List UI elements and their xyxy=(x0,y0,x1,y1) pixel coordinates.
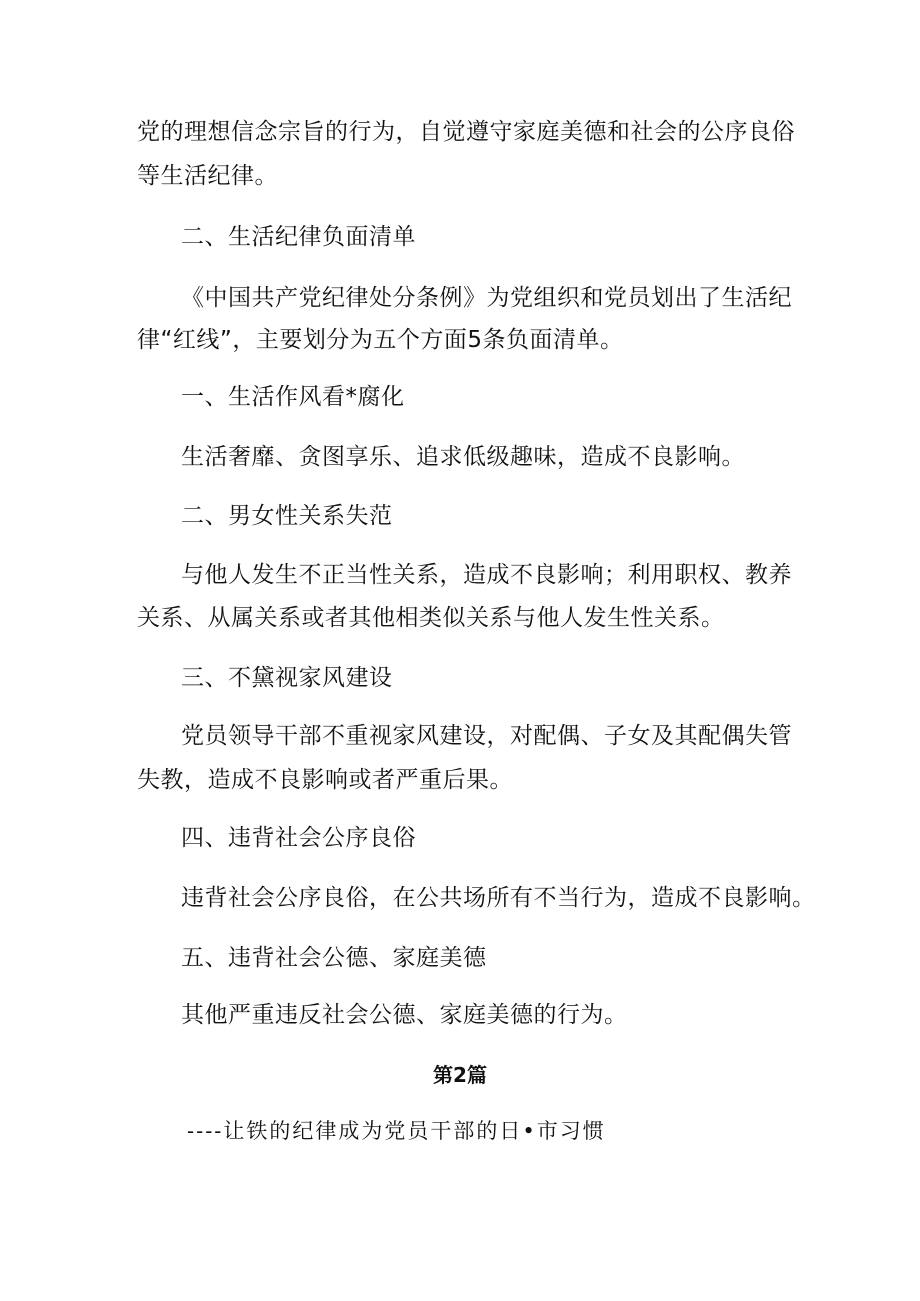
paragraph-line: 与他人发生不正当性关系，造成不良影响；利用职权、教养 xyxy=(181,562,792,588)
paragraph-line: 党员领导干部不重视家风建设，对配偶、子女及其配偶失管 xyxy=(181,723,792,749)
item-heading: 五、违背社会公德、家庭美德 xyxy=(181,945,487,971)
part-heading: 第2篇 xyxy=(433,1063,487,1087)
item-heading: 一、生活作风看*腐化 xyxy=(181,384,405,410)
paragraph-line: 党的理想信念宗旨的行为，自觉遵守家庭美德和社会的公序良俗 xyxy=(137,119,795,145)
paragraph-line: 失教，造成不良影响或者严重后果。 xyxy=(137,767,513,793)
paragraph-line: 《中国共产党纪律处分条例》为党组织和党员划出了生活纪 xyxy=(181,285,792,311)
section-heading: 二、生活纪律负面清单 xyxy=(181,224,416,250)
paragraph-line: 律“红线”，主要划分为五个方面5条负面清单。 xyxy=(137,327,624,353)
item-heading: 二、男女性关系失范 xyxy=(181,503,393,529)
paragraph-line: 等生活纪律。 xyxy=(137,163,278,189)
paragraph-line: 违背社会公序良俗，在公共场所有不当行为，造成不良影响。 xyxy=(181,885,816,911)
item-heading: 三、不黛视家风建设 xyxy=(181,665,393,691)
subtitle: ----让铁的纪律成为党员干部的日•市习惯 xyxy=(187,1119,606,1143)
paragraph-line: 生活奢靡、贪图享乐、追求低级趣味，造成不良影响。 xyxy=(181,444,745,470)
paragraph-line: 关系、从属关系或者其他相类似关系与他人发生性关系。 xyxy=(137,605,725,631)
paragraph-line: 其他严重违反社会公德、家庭美德的行为。 xyxy=(181,1002,628,1028)
item-heading: 四、违背社会公序良俗 xyxy=(181,825,416,851)
